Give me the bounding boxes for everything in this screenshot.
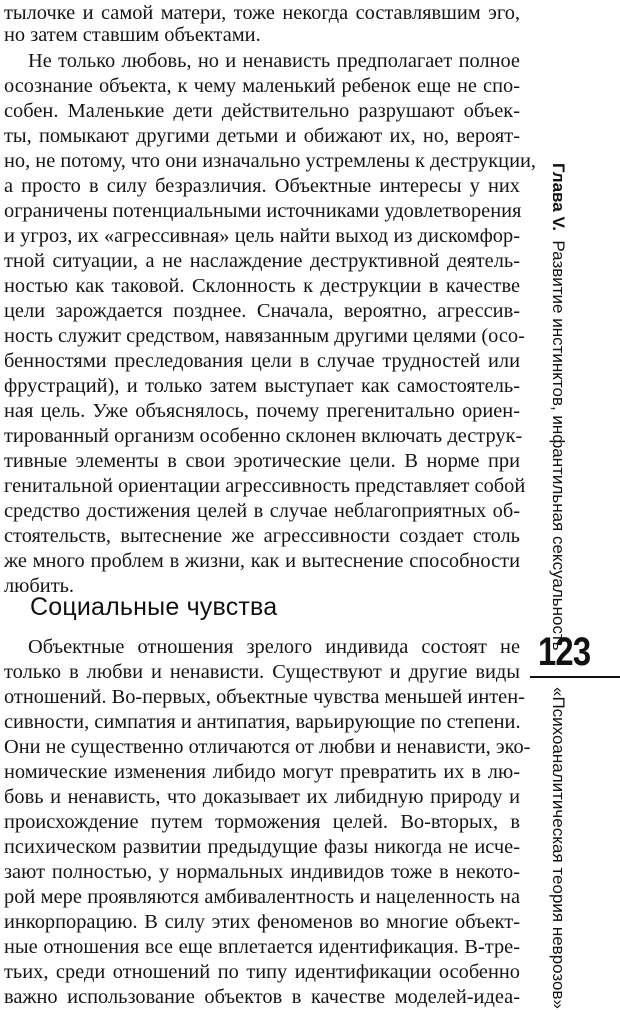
text-line: номические изменения либидо могут превратить их в лю- <box>4 761 520 783</box>
text-line: собен. Маленькие дети действительно разрушают объек- <box>4 100 520 122</box>
running-header-chapter <box>546 163 570 651</box>
main-text-column <box>4 0 536 1008</box>
chapter-title: Развитие инстинктов, инфантильная сексуальность <box>549 240 568 651</box>
text-line: ностью как таковой. Склонность к деструкции в качестве <box>4 275 520 297</box>
text-line: важно использование объектов в качестве моделей-идеа- <box>4 986 520 1008</box>
text-line: сивности, симпатия и антипатия, варьирующие по степени. <box>4 711 521 733</box>
text-line: ная цель. Уже объяснялось, почему прегенитально ориен- <box>4 400 520 422</box>
text-line: цели зарождается позднее. Сначала, вероятно, агрессив- <box>4 300 520 322</box>
text-line: тированный организм особенно склонен включать деструк- <box>4 425 523 447</box>
text-line: же много проблем в жизни, как и вытеснение способности <box>4 550 520 572</box>
text-line: ты, помыкают другими детьми и обижают их, но, вероят- <box>4 125 520 147</box>
text-line: отношений. Во-первых, объектные чувства меньшей интен- <box>4 686 525 708</box>
text-line: происхождение путем торможения целей. Во-вторых, в <box>4 811 520 833</box>
text-line: тной ситуации, а не наслаждение деструктивной деятель- <box>4 250 520 272</box>
text-line: а просто в силу безразличия. Объектные интересы у них <box>4 175 520 197</box>
section-heading: Социальные чувства <box>30 593 278 621</box>
page-number: 123 <box>538 630 591 674</box>
text-line: Не только любовь, но и ненависть предполагает полное <box>28 50 520 72</box>
chapter-label: Глава V. <box>549 163 568 231</box>
running-header-book-title: «Психоаналитическая теория неврозов» <box>549 687 568 1009</box>
text-line: ограничены потенциальными источниками удовлетворения <box>4 200 522 222</box>
text-line: генитальной ориентации агрессивность представляет собой <box>4 475 526 497</box>
text-line: психическом развитии предыдущие фазы никогда не исче- <box>4 836 520 858</box>
text-line: стоятельств, вытеснение же агрессивности создает столь <box>4 525 520 547</box>
text-line: любить. <box>4 575 75 597</box>
text-line: бенностями преследования цели в случае трудностей или <box>4 350 520 372</box>
text-line: ные отношения все еще вплетается идентификация. В-тре- <box>4 936 520 958</box>
text-line: но, не потому, что они изначально устремлены к деструкции, <box>4 150 536 172</box>
text-line: зают полностью, у нормальных индивидов тоже в некото- <box>4 861 520 883</box>
margin-column <box>524 0 620 1009</box>
text-line: Они не существенно отличаются от любви и ненависти, эко- <box>4 736 531 758</box>
text-line: Объектные отношения зрелого индивида состоят не <box>28 636 520 658</box>
text-line: ность служит средством, навязанным другими целями (осо- <box>4 325 525 347</box>
text-line: средство достижения целей в случае неблагоприятных об- <box>4 500 520 522</box>
text-line: и угроз, их «агрессивная» цель найти выход из дискомфор- <box>4 225 520 247</box>
text-line: тылочке и самой матери, тоже некогда составлявшим эго, <box>4 2 520 24</box>
text-line: тьих, среди отношений по типу идентификации особенно <box>4 961 520 983</box>
page-number-rule <box>530 676 620 678</box>
text-line: рой мере проявляются амбивалентность и нацеленность на <box>4 886 520 908</box>
text-line: но затем ставшим объектами. <box>4 24 261 46</box>
text-line: бовь и ненависть, что доказывает их либидную природу и <box>4 786 520 808</box>
text-line: инкорпорацию. В силу этих феноменов во многие объект- <box>4 911 520 933</box>
text-line: тивные элементы в свои эротические цели. В норме при <box>4 450 520 472</box>
text-line: фрустраций), и только затем выступает как самостоятель- <box>4 375 520 397</box>
text-line: осознание объекта, к чему маленький ребенок еще не спо- <box>4 75 520 97</box>
text-line: только в любви и ненависти. Существуют и другие виды <box>4 661 520 683</box>
